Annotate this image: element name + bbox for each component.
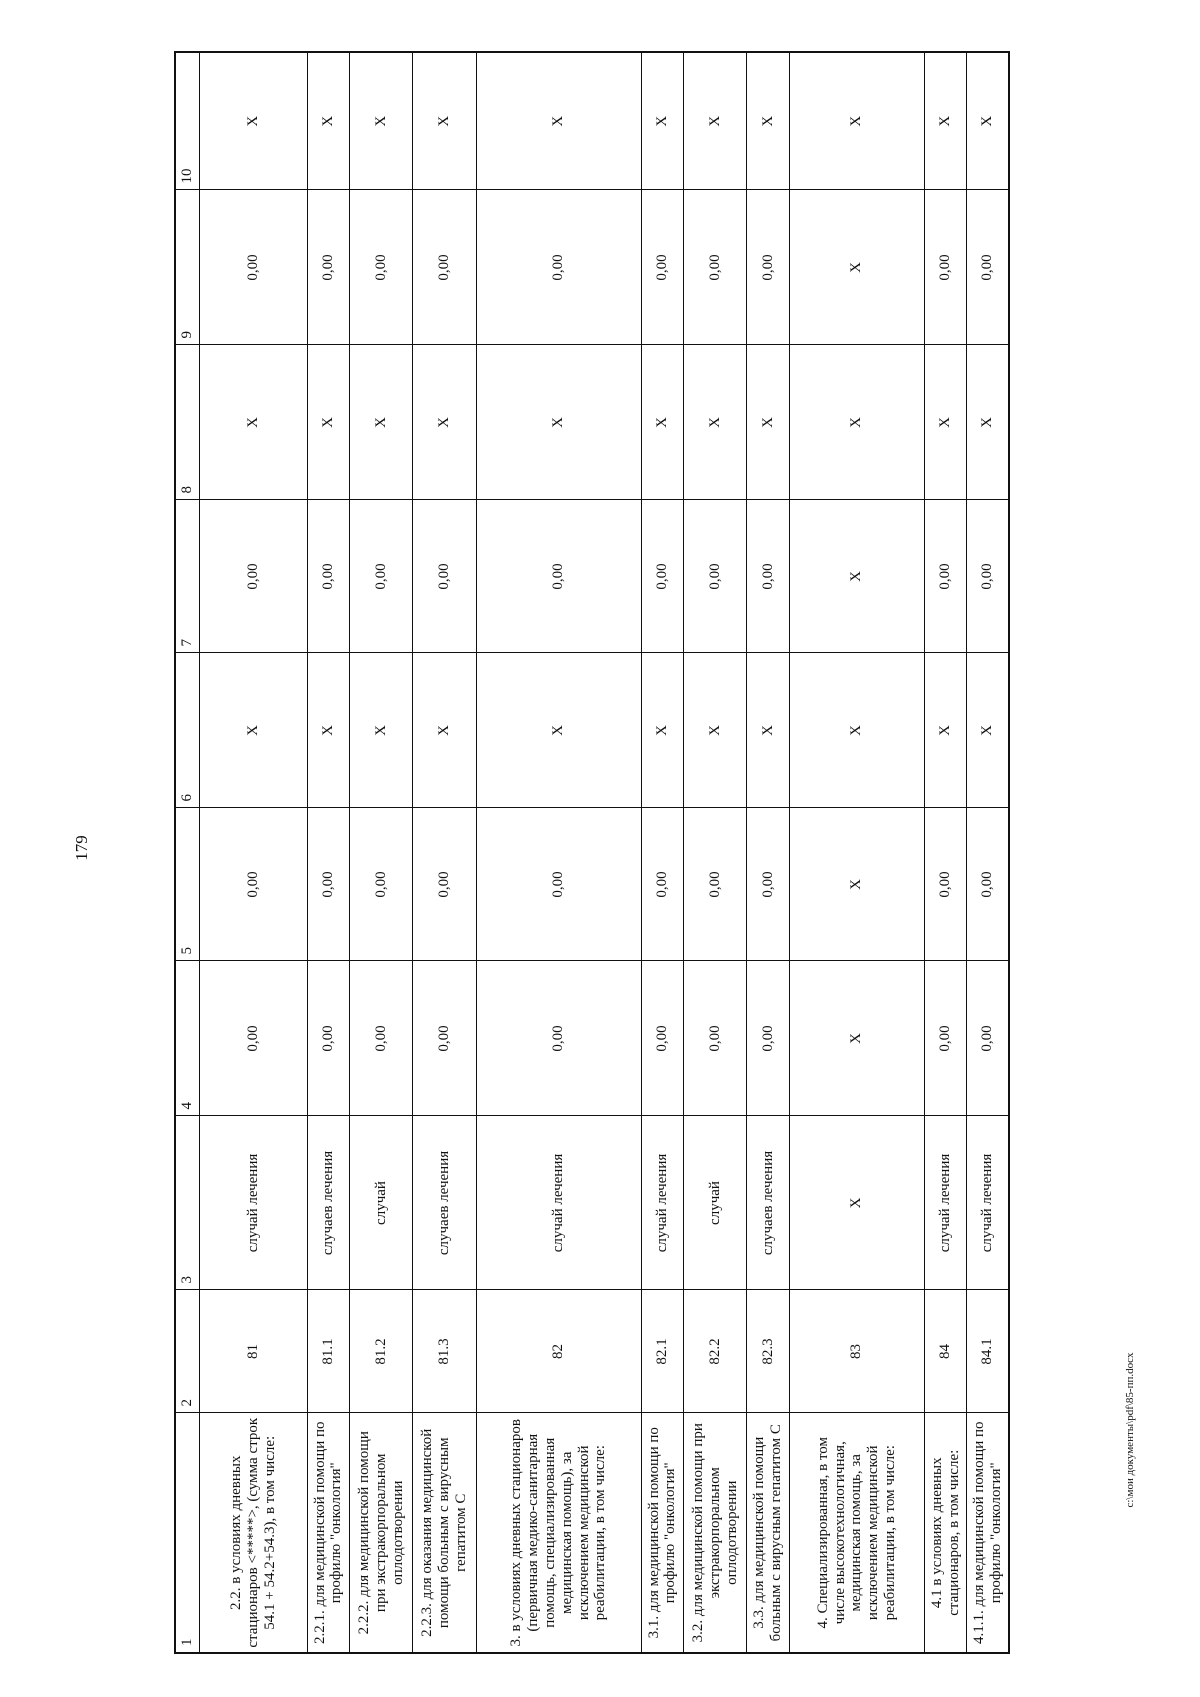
cell-col-4: X: [789, 961, 924, 1116]
cell-col-4: 0,00: [307, 961, 349, 1116]
cell-col-9: 0,00: [924, 190, 966, 345]
row-label: 3.1. для медицинской помощи по профилю "онкология": [641, 1413, 683, 1653]
cell-col-8: X: [924, 345, 966, 500]
cell-col-10: X: [200, 52, 308, 190]
table-row: [924, 52, 966, 1653]
table-row: [967, 52, 1009, 1653]
row-label: 2.2.2. для медицинской помощи при экстракорпоральном оплодотворении: [350, 1413, 413, 1653]
cell-col-10: X: [307, 52, 349, 190]
column-number-7: 7: [175, 500, 200, 653]
cell-col-4: 0,00: [476, 961, 641, 1116]
cell-col-10: X: [350, 52, 413, 190]
cell-col-8: X: [200, 345, 308, 500]
column-number-5: 5: [175, 808, 200, 961]
cell-col-10: X: [683, 52, 746, 190]
row-unit: случаев лечения: [307, 1116, 349, 1290]
cell-col-5: X: [789, 808, 924, 961]
row-unit: случай лечения: [967, 1116, 1009, 1290]
cell-col-5: 0,00: [683, 808, 746, 961]
column-number-row: [175, 52, 200, 1653]
cell-col-6: X: [924, 653, 966, 808]
cell-col-5: 0,00: [641, 808, 683, 961]
cell-col-9: 0,00: [641, 190, 683, 345]
row-code: 82.1: [641, 1290, 683, 1413]
row-code: 82.3: [747, 1290, 789, 1413]
cell-col-10: X: [747, 52, 789, 190]
cell-col-9: 0,00: [683, 190, 746, 345]
cell-col-7: 0,00: [641, 500, 683, 653]
row-unit: случай лечения: [924, 1116, 966, 1290]
rotated-table-wrapper: [174, 53, 1010, 1654]
row-label: 2.2.3. для оказания медицинской помощи больным с вирусным гепатитом С: [413, 1413, 476, 1653]
cell-col-8: X: [413, 345, 476, 500]
row-label: 2.2.1. для медицинской помощи по профилю "онкология": [307, 1413, 349, 1653]
cell-col-10: X: [641, 52, 683, 190]
row-code: 84: [924, 1290, 966, 1413]
cell-col-4: 0,00: [747, 961, 789, 1116]
cell-col-8: X: [476, 345, 641, 500]
cell-col-4: 0,00: [413, 961, 476, 1116]
column-number-9: 9: [175, 190, 200, 345]
footer-file-path: c:\мои документы\pdf\85-пп.docx: [1124, 1352, 1136, 1508]
page-number: 179: [72, 835, 91, 861]
row-unit: случай лечения: [200, 1116, 308, 1290]
cell-col-7: 0,00: [200, 500, 308, 653]
cell-col-4: 0,00: [924, 961, 966, 1116]
column-number-4: 4: [175, 961, 200, 1116]
row-code: 81: [200, 1290, 308, 1413]
cell-col-7: X: [789, 500, 924, 653]
row-code: 81.2: [350, 1290, 413, 1413]
cell-col-4: 0,00: [683, 961, 746, 1116]
cell-col-7: 0,00: [350, 500, 413, 653]
cell-col-6: X: [307, 653, 349, 808]
column-number-8: 8: [175, 345, 200, 500]
row-unit: случаев лечения: [747, 1116, 789, 1290]
cell-col-5: 0,00: [747, 808, 789, 961]
cell-col-6: X: [967, 653, 1009, 808]
row-unit: случай лечения: [476, 1116, 641, 1290]
cell-col-8: X: [641, 345, 683, 500]
cell-col-5: 0,00: [350, 808, 413, 961]
row-label: 3.2. для медицинской помощи при экстракорпоральном оплодотворении: [683, 1413, 746, 1653]
cell-col-8: X: [789, 345, 924, 500]
cell-col-7: 0,00: [413, 500, 476, 653]
cell-col-5: 0,00: [307, 808, 349, 961]
column-number-3: 3: [175, 1116, 200, 1290]
cell-col-6: X: [789, 653, 924, 808]
row-code: 81.3: [413, 1290, 476, 1413]
row-unit: случай лечения: [641, 1116, 683, 1290]
cell-col-7: 0,00: [476, 500, 641, 653]
row-label: 4.1 в условиях дневных стационаров, в том числе:: [924, 1413, 966, 1653]
table-row: [200, 52, 308, 1653]
cell-col-5: 0,00: [476, 808, 641, 961]
table-row: [747, 52, 789, 1653]
row-code: 81.1: [307, 1290, 349, 1413]
row-unit: случаев лечения: [413, 1116, 476, 1290]
row-code: 82: [476, 1290, 641, 1413]
cell-col-9: X: [789, 190, 924, 345]
cell-col-10: X: [789, 52, 924, 190]
cell-col-6: X: [683, 653, 746, 808]
table-row: [476, 52, 641, 1653]
cell-col-7: 0,00: [307, 500, 349, 653]
table-row: [641, 52, 683, 1653]
row-label: 4. Специализированная, в том числе высокотехнологичная, медицинская помощь, за исключением медицинской реабилитации, в том числе:: [789, 1413, 924, 1653]
cell-col-9: 0,00: [413, 190, 476, 345]
column-number-1: 1: [175, 1413, 200, 1653]
table-row: [413, 52, 476, 1653]
cell-col-10: X: [967, 52, 1009, 190]
cell-col-4: 0,00: [350, 961, 413, 1116]
cell-col-4: 0,00: [641, 961, 683, 1116]
cell-col-8: X: [747, 345, 789, 500]
cell-col-8: X: [967, 345, 1009, 500]
cell-col-9: 0,00: [200, 190, 308, 345]
row-unit: X: [789, 1116, 924, 1290]
cell-col-8: X: [683, 345, 746, 500]
row-label: 3.3. для медицинской помощи больным с вирусным гепатитом С: [747, 1413, 789, 1653]
row-code: 82.2: [683, 1290, 746, 1413]
cell-col-7: 0,00: [683, 500, 746, 653]
cell-col-5: 0,00: [413, 808, 476, 961]
column-number-2: 2: [175, 1290, 200, 1413]
cell-col-6: X: [476, 653, 641, 808]
table-row: [789, 52, 924, 1653]
cell-col-6: X: [413, 653, 476, 808]
cell-col-8: X: [350, 345, 413, 500]
cell-col-7: 0,00: [967, 500, 1009, 653]
cell-col-9: 0,00: [350, 190, 413, 345]
cell-col-4: 0,00: [200, 961, 308, 1116]
row-unit: случай: [683, 1116, 746, 1290]
cell-col-6: X: [350, 653, 413, 808]
cell-col-9: 0,00: [476, 190, 641, 345]
cell-col-7: 0,00: [924, 500, 966, 653]
cell-col-10: X: [924, 52, 966, 190]
cell-col-9: 0,00: [967, 190, 1009, 345]
cell-col-5: 0,00: [967, 808, 1009, 961]
cell-col-5: 0,00: [200, 808, 308, 961]
data-table: [174, 51, 1010, 1654]
cell-col-9: 0,00: [747, 190, 789, 345]
row-code: 84.1: [967, 1290, 1009, 1413]
cell-col-6: X: [200, 653, 308, 808]
row-label: 3. в условиях дневных стационаров (первичная медико-санитарная помощь, специализированная медицинская помощь), за исключением медицинской реабилитации, в том числе:: [476, 1413, 641, 1653]
row-label: 2.2. в условиях дневных стационаров <*****>, (сумма строк 54.1 + 54.2+54.3), в том числе:: [200, 1413, 308, 1653]
cell-col-4: 0,00: [967, 961, 1009, 1116]
cell-col-7: 0,00: [747, 500, 789, 653]
row-code: 83: [789, 1290, 924, 1413]
cell-col-10: X: [413, 52, 476, 190]
cell-col-6: X: [747, 653, 789, 808]
cell-col-6: X: [641, 653, 683, 808]
table-row: [307, 52, 349, 1653]
cell-col-10: X: [476, 52, 641, 190]
row-label: 4.1.1. для медицинской помощи по профилю "онкология": [967, 1413, 1009, 1653]
row-unit: случай: [350, 1116, 413, 1290]
table-row: [683, 52, 746, 1653]
column-number-6: 6: [175, 653, 200, 808]
table-row: [350, 52, 413, 1653]
column-number-10: 10: [175, 52, 200, 190]
cell-col-8: X: [307, 345, 349, 500]
cell-col-5: 0,00: [924, 808, 966, 961]
cell-col-9: 0,00: [307, 190, 349, 345]
